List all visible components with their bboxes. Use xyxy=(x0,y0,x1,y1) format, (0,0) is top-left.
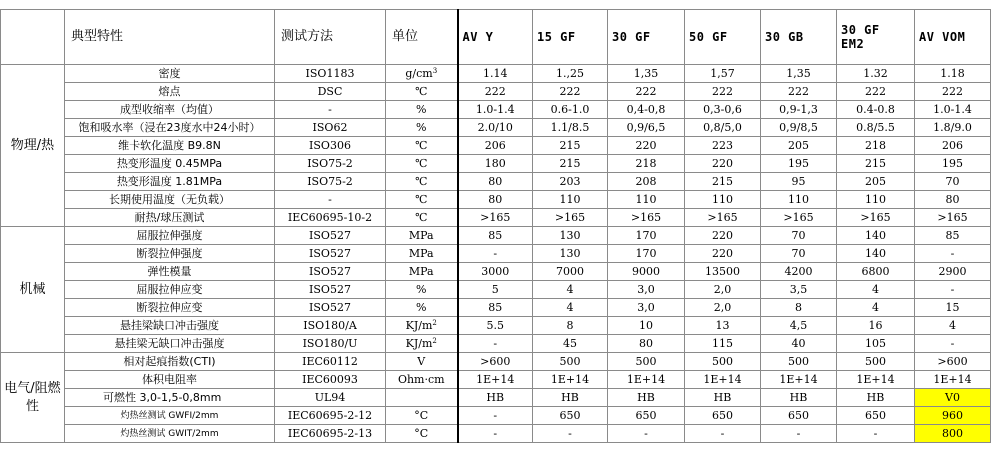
value-cell[interactable]: HB xyxy=(837,389,915,407)
value-cell[interactable]: 206 xyxy=(915,137,991,155)
value-cell[interactable]: 650 xyxy=(685,407,761,425)
value-cell[interactable]: 4 xyxy=(533,281,608,299)
property-cell[interactable]: 维卡软化温度 B9.8N xyxy=(65,137,275,155)
value-cell[interactable]: 3,0 xyxy=(608,299,685,317)
value-cell[interactable]: 4 xyxy=(533,299,608,317)
unit-cell[interactable] xyxy=(386,227,458,245)
value-cell[interactable]: 500 xyxy=(685,353,761,371)
value-cell[interactable]: 80 xyxy=(915,191,991,209)
value-cell[interactable]: 1.14 xyxy=(458,65,533,83)
table-row xyxy=(1,407,991,425)
value-cell[interactable]: 7000 xyxy=(533,263,608,281)
table-row xyxy=(1,335,991,353)
unit-cell[interactable] xyxy=(386,83,458,101)
header-grade[interactable]: 15 GF xyxy=(533,10,608,65)
unit-cell[interactable] xyxy=(386,155,458,173)
properties-table xyxy=(0,9,991,443)
value-cell[interactable]: 1.,25 xyxy=(533,65,608,83)
header-method[interactable]: 测试方法 xyxy=(275,10,386,65)
value-cell[interactable]: 95 xyxy=(761,173,837,191)
property-cell[interactable]: 相对起痕指数(CTI) xyxy=(65,353,275,371)
value-cell[interactable]: 0,4-0,8 xyxy=(608,101,685,119)
value-cell[interactable]: HB xyxy=(533,389,608,407)
unit-cell[interactable] xyxy=(386,65,458,83)
unit-cell[interactable] xyxy=(386,353,458,371)
table-row xyxy=(1,227,991,245)
property-cell[interactable]: 弹性模量 xyxy=(65,263,275,281)
method-cell[interactable]: ISO527 xyxy=(275,245,386,263)
value-cell[interactable]: 2.0/10 xyxy=(458,119,533,137)
value-cell[interactable]: 1E+14 xyxy=(915,371,991,389)
value-cell[interactable]: 1E+14 xyxy=(533,371,608,389)
value-cell[interactable]: 130 xyxy=(533,245,608,263)
value-cell[interactable]: 1.18 xyxy=(915,65,991,83)
value-cell[interactable]: >600 xyxy=(458,353,533,371)
table-row xyxy=(1,101,991,119)
unit-cell[interactable] xyxy=(386,137,458,155)
table-row xyxy=(1,281,991,299)
table-row xyxy=(1,173,991,191)
value-cell[interactable]: 0,3-0,6 xyxy=(685,101,761,119)
value-cell[interactable]: 70 xyxy=(761,245,837,263)
value-cell[interactable]: 800 xyxy=(915,425,991,443)
value-cell[interactable]: 500 xyxy=(608,353,685,371)
value-cell[interactable]: - xyxy=(458,335,533,353)
value-cell[interactable]: 180 xyxy=(458,155,533,173)
value-cell[interactable]: HB xyxy=(761,389,837,407)
table-body xyxy=(1,65,991,443)
value-cell[interactable]: 1,35 xyxy=(608,65,685,83)
value-cell[interactable]: 650 xyxy=(761,407,837,425)
value-cell[interactable]: HB xyxy=(458,389,533,407)
property-cell[interactable]: 断裂拉伸应变 xyxy=(65,299,275,317)
value-cell[interactable]: 80 xyxy=(458,191,533,209)
property-cell[interactable]: 长期使用温度（无负载） xyxy=(65,191,275,209)
unit-cell[interactable] xyxy=(386,317,458,335)
value-cell[interactable]: 220 xyxy=(685,227,761,245)
method-cell[interactable]: ISO1183 xyxy=(275,65,386,83)
value-cell[interactable]: 2900 xyxy=(915,263,991,281)
method-cell[interactable]: ISO180/A xyxy=(275,317,386,335)
method-cell[interactable]: ISO75-2 xyxy=(275,173,386,191)
value-cell[interactable]: 0.8/5.5 xyxy=(837,119,915,137)
header-grade[interactable]: 50 GF xyxy=(685,10,761,65)
table-row xyxy=(1,119,991,137)
header-grade[interactable]: 30 GB xyxy=(761,10,837,65)
property-cell[interactable]: 耐热/球压测试 xyxy=(65,209,275,227)
value-cell[interactable]: 110 xyxy=(685,191,761,209)
value-cell[interactable]: >165 xyxy=(761,209,837,227)
value-cell[interactable]: HB xyxy=(608,389,685,407)
value-cell[interactable]: >165 xyxy=(608,209,685,227)
value-cell[interactable]: 105 xyxy=(837,335,915,353)
unit-superscript: 2 xyxy=(432,336,437,345)
unit-cell[interactable] xyxy=(386,335,458,353)
value-cell[interactable]: 650 xyxy=(533,407,608,425)
value-cell[interactable]: 80 xyxy=(608,335,685,353)
value-cell[interactable]: 70 xyxy=(761,227,837,245)
value-cell[interactable]: 222 xyxy=(533,83,608,101)
method-cell[interactable]: ISO527 xyxy=(275,263,386,281)
value-cell[interactable]: 1.0-1.4 xyxy=(458,101,533,119)
property-cell[interactable]: 灼热丝测试 GWIT/2mm xyxy=(65,425,275,443)
property-cell[interactable]: 熔点 xyxy=(65,83,275,101)
value-cell[interactable]: - xyxy=(761,425,837,443)
value-cell[interactable]: 13500 xyxy=(685,263,761,281)
table-row xyxy=(1,371,991,389)
value-cell[interactable]: 500 xyxy=(837,353,915,371)
value-cell[interactable]: 500 xyxy=(533,353,608,371)
table-row xyxy=(1,191,991,209)
method-cell[interactable]: IEC60695-2-12 xyxy=(275,407,386,425)
value-cell[interactable]: - xyxy=(458,245,533,263)
value-cell[interactable]: 0,9/6,5 xyxy=(608,119,685,137)
unit-superscript: 3 xyxy=(432,66,438,75)
value-cell[interactable]: HB xyxy=(685,389,761,407)
unit-text: V xyxy=(417,354,426,368)
value-cell[interactable]: 215 xyxy=(685,173,761,191)
table-row xyxy=(1,425,991,443)
header-row xyxy=(1,10,991,65)
property-cell[interactable]: 成型收缩率（均值） xyxy=(65,101,275,119)
value-cell[interactable]: 16 xyxy=(837,317,915,335)
value-cell[interactable]: 70 xyxy=(915,173,991,191)
value-cell[interactable]: 1.8/9.0 xyxy=(915,119,991,137)
value-cell[interactable]: >165 xyxy=(915,209,991,227)
value-cell[interactable]: 8 xyxy=(761,299,837,317)
value-cell[interactable]: - xyxy=(533,425,608,443)
category-cell[interactable]: 物理/热 xyxy=(1,65,65,227)
value-cell[interactable]: 2,0 xyxy=(685,281,761,299)
value-cell[interactable]: 4 xyxy=(837,299,915,317)
value-cell[interactable]: >165 xyxy=(837,209,915,227)
unit-text: ℃ xyxy=(415,174,428,188)
table-row xyxy=(1,353,991,371)
value-cell[interactable]: 115 xyxy=(685,335,761,353)
value-cell[interactable]: 0,8/5,0 xyxy=(685,119,761,137)
value-cell[interactable]: 222 xyxy=(837,83,915,101)
unit-text: Ohm·cm xyxy=(397,372,445,386)
unit-superscript: 2 xyxy=(432,318,437,327)
table-row xyxy=(1,65,991,83)
method-cell[interactable]: ISO62 xyxy=(275,119,386,137)
value-cell[interactable]: 650 xyxy=(837,407,915,425)
unit-text: ℃ xyxy=(415,84,428,98)
value-cell[interactable]: 1.0-1.4 xyxy=(915,101,991,119)
value-cell[interactable]: 1E+14 xyxy=(608,371,685,389)
unit-text: MPa xyxy=(408,228,434,242)
property-cell[interactable]: 灼热丝测试 GWFI/2mm xyxy=(65,407,275,425)
value-cell[interactable]: 500 xyxy=(761,353,837,371)
value-cell[interactable]: 5 xyxy=(458,281,533,299)
method-cell[interactable]: IEC60112 xyxy=(275,353,386,371)
unit-cell[interactable] xyxy=(386,407,458,425)
unit-cell[interactable] xyxy=(386,299,458,317)
value-cell[interactable]: 170 xyxy=(608,245,685,263)
unit-cell[interactable] xyxy=(386,425,458,443)
value-cell[interactable]: 140 xyxy=(837,245,915,263)
value-cell[interactable]: - xyxy=(915,245,991,263)
value-cell[interactable]: 140 xyxy=(837,227,915,245)
property-cell[interactable]: 热变形温度 1.81MPa xyxy=(65,173,275,191)
method-cell[interactable]: DSC xyxy=(275,83,386,101)
value-cell[interactable]: - xyxy=(837,425,915,443)
value-cell[interactable]: 1.32 xyxy=(837,65,915,83)
table-row xyxy=(1,263,991,281)
value-cell[interactable]: 205 xyxy=(761,137,837,155)
method-cell[interactable]: ISO527 xyxy=(275,227,386,245)
value-cell[interactable]: >600 xyxy=(915,353,991,371)
value-cell[interactable]: 220 xyxy=(608,137,685,155)
property-cell[interactable]: 悬挂梁无缺口冲击强度 xyxy=(65,335,275,353)
table-row xyxy=(1,299,991,317)
unit-text: °C xyxy=(414,408,429,422)
table-row xyxy=(1,155,991,173)
unit-text: ℃ xyxy=(415,138,428,152)
method-cell[interactable]: IEC60093 xyxy=(275,371,386,389)
value-cell[interactable]: 222 xyxy=(458,83,533,101)
value-cell[interactable]: 1E+14 xyxy=(761,371,837,389)
table-row xyxy=(1,83,991,101)
value-cell[interactable]: 9000 xyxy=(608,263,685,281)
value-cell[interactable]: 15 xyxy=(915,299,991,317)
value-cell[interactable]: 8 xyxy=(533,317,608,335)
value-cell[interactable]: 205 xyxy=(837,173,915,191)
value-cell[interactable]: >165 xyxy=(685,209,761,227)
table-row xyxy=(1,317,991,335)
unit-text: g/cm xyxy=(405,66,433,80)
value-cell[interactable]: 203 xyxy=(533,173,608,191)
value-cell[interactable]: 0,9/8,5 xyxy=(761,119,837,137)
value-cell[interactable]: - xyxy=(608,425,685,443)
table-row xyxy=(1,137,991,155)
value-cell[interactable]: 218 xyxy=(608,155,685,173)
value-cell[interactable]: 170 xyxy=(608,227,685,245)
value-cell[interactable]: 0,9-1,3 xyxy=(761,101,837,119)
property-cell[interactable]: 屈服拉伸应变 xyxy=(65,281,275,299)
property-cell[interactable]: 断裂拉伸强度 xyxy=(65,245,275,263)
value-cell[interactable]: - xyxy=(685,425,761,443)
unit-text: MPa xyxy=(408,246,434,260)
value-cell[interactable]: - xyxy=(458,425,533,443)
value-cell[interactable]: - xyxy=(458,407,533,425)
unit-cell[interactable] xyxy=(386,245,458,263)
category-cell[interactable]: 机械 xyxy=(1,227,65,353)
unit-text: KJ/m xyxy=(405,336,433,350)
value-cell[interactable]: 40 xyxy=(761,335,837,353)
value-cell[interactable]: 85 xyxy=(458,227,533,245)
value-cell[interactable]: 1E+14 xyxy=(458,371,533,389)
property-cell[interactable]: 热变形温度 0.45MPa xyxy=(65,155,275,173)
value-cell[interactable]: 110 xyxy=(533,191,608,209)
value-cell[interactable]: 5.5 xyxy=(458,317,533,335)
value-cell[interactable]: 1E+14 xyxy=(685,371,761,389)
unit-text: MPa xyxy=(408,264,434,278)
unit-cell[interactable] xyxy=(386,263,458,281)
unit-cell[interactable] xyxy=(386,191,458,209)
unit-text: ℃ xyxy=(415,156,428,170)
value-cell[interactable]: 220 xyxy=(685,245,761,263)
value-cell[interactable]: 195 xyxy=(915,155,991,173)
unit-cell[interactable] xyxy=(386,371,458,389)
value-cell[interactable]: 222 xyxy=(608,83,685,101)
value-cell[interactable]: 110 xyxy=(761,191,837,209)
unit-text: % xyxy=(416,282,427,296)
unit-cell[interactable] xyxy=(386,173,458,191)
value-cell[interactable]: 13 xyxy=(685,317,761,335)
value-cell[interactable]: 215 xyxy=(533,137,608,155)
value-cell[interactable]: 0.6-1.0 xyxy=(533,101,608,119)
unit-text: % xyxy=(416,120,427,134)
method-cell[interactable]: IEC60695-10-2 xyxy=(275,209,386,227)
property-cell[interactable]: 可燃性 3,0-1,5-0,8mm xyxy=(65,389,275,407)
header-properties[interactable]: 典型特性 xyxy=(65,10,275,65)
value-cell[interactable]: 215 xyxy=(533,155,608,173)
value-cell[interactable]: 220 xyxy=(685,155,761,173)
unit-cell[interactable] xyxy=(386,119,458,137)
unit-cell[interactable] xyxy=(386,281,458,299)
table-row xyxy=(1,209,991,227)
unit-text: % xyxy=(416,102,427,116)
value-cell[interactable]: 110 xyxy=(608,191,685,209)
unit-text: % xyxy=(416,300,427,314)
value-cell[interactable]: 1.1/8.5 xyxy=(533,119,608,137)
value-cell[interactable]: 650 xyxy=(608,407,685,425)
value-cell[interactable]: 4200 xyxy=(761,263,837,281)
value-cell[interactable]: 4,5 xyxy=(761,317,837,335)
value-cell[interactable]: 3000 xyxy=(458,263,533,281)
value-cell[interactable]: 218 xyxy=(837,137,915,155)
value-cell[interactable]: 0.4-0.8 xyxy=(837,101,915,119)
value-cell[interactable]: 1,35 xyxy=(761,65,837,83)
value-cell[interactable]: 222 xyxy=(915,83,991,101)
table-row xyxy=(1,245,991,263)
unit-cell[interactable] xyxy=(386,389,458,407)
value-cell[interactable]: 195 xyxy=(761,155,837,173)
header-unit[interactable]: 单位 xyxy=(386,10,458,65)
value-cell[interactable]: 2,0 xyxy=(685,299,761,317)
value-cell[interactable]: 130 xyxy=(533,227,608,245)
property-cell[interactable]: 屈服拉伸强度 xyxy=(65,227,275,245)
unit-text: ℃ xyxy=(415,192,428,206)
table-row xyxy=(1,389,991,407)
value-cell[interactable]: 110 xyxy=(837,191,915,209)
value-cell[interactable]: 45 xyxy=(533,335,608,353)
value-cell[interactable]: >165 xyxy=(458,209,533,227)
value-cell[interactable]: 1,57 xyxy=(685,65,761,83)
method-cell[interactable]: ISO527 xyxy=(275,299,386,317)
value-cell[interactable]: 960 xyxy=(915,407,991,425)
property-cell[interactable]: 体积电阻率 xyxy=(65,371,275,389)
property-cell[interactable]: 饱和吸水率（浸在23度水中24小时） xyxy=(65,119,275,137)
header-grade[interactable]: AV VOM xyxy=(915,10,991,65)
value-cell[interactable]: 6800 xyxy=(837,263,915,281)
property-cell[interactable]: 密度 xyxy=(65,65,275,83)
value-cell[interactable]: 85 xyxy=(915,227,991,245)
value-cell[interactable]: 222 xyxy=(685,83,761,101)
unit-text: °C xyxy=(414,426,429,440)
method-cell[interactable]: ISO306 xyxy=(275,137,386,155)
method-cell[interactable]: ISO180/U xyxy=(275,335,386,353)
method-cell[interactable]: IEC60695-2-13 xyxy=(275,425,386,443)
unit-cell[interactable] xyxy=(386,209,458,227)
value-cell[interactable]: V0 xyxy=(915,389,991,407)
method-cell[interactable]: ISO75-2 xyxy=(275,155,386,173)
method-cell[interactable]: ISO527 xyxy=(275,281,386,299)
property-cell[interactable]: 悬挂梁缺口冲击强度 xyxy=(65,317,275,335)
value-cell[interactable]: 215 xyxy=(837,155,915,173)
category-cell[interactable]: 电气/阻燃性 xyxy=(1,353,65,443)
unit-cell[interactable] xyxy=(386,101,458,119)
method-cell[interactable]: - xyxy=(275,191,386,209)
value-cell[interactable]: 80 xyxy=(458,173,533,191)
header-grade[interactable]: AV Y xyxy=(458,10,533,65)
value-cell[interactable]: 85 xyxy=(458,299,533,317)
header-grade[interactable]: 30 GF EM2 xyxy=(837,10,915,65)
method-cell[interactable]: - xyxy=(275,101,386,119)
value-cell[interactable]: 208 xyxy=(608,173,685,191)
unit-text: ℃ xyxy=(415,210,428,224)
value-cell[interactable]: 4 xyxy=(837,281,915,299)
value-cell[interactable]: 1E+14 xyxy=(837,371,915,389)
value-cell[interactable]: 10 xyxy=(608,317,685,335)
value-cell[interactable]: 223 xyxy=(685,137,761,155)
value-cell[interactable]: 206 xyxy=(458,137,533,155)
value-cell[interactable]: >165 xyxy=(533,209,608,227)
value-cell[interactable]: - xyxy=(915,335,991,353)
value-cell[interactable]: - xyxy=(915,281,991,299)
header-grade[interactable]: 30 GF xyxy=(608,10,685,65)
value-cell[interactable]: 3,5 xyxy=(761,281,837,299)
value-cell[interactable]: 222 xyxy=(761,83,837,101)
header-blank-cell[interactable] xyxy=(1,10,65,65)
method-cell[interactable]: UL94 xyxy=(275,389,386,407)
value-cell[interactable]: 3,0 xyxy=(608,281,685,299)
value-cell[interactable]: 4 xyxy=(915,317,991,335)
unit-text: KJ/m xyxy=(405,318,433,332)
